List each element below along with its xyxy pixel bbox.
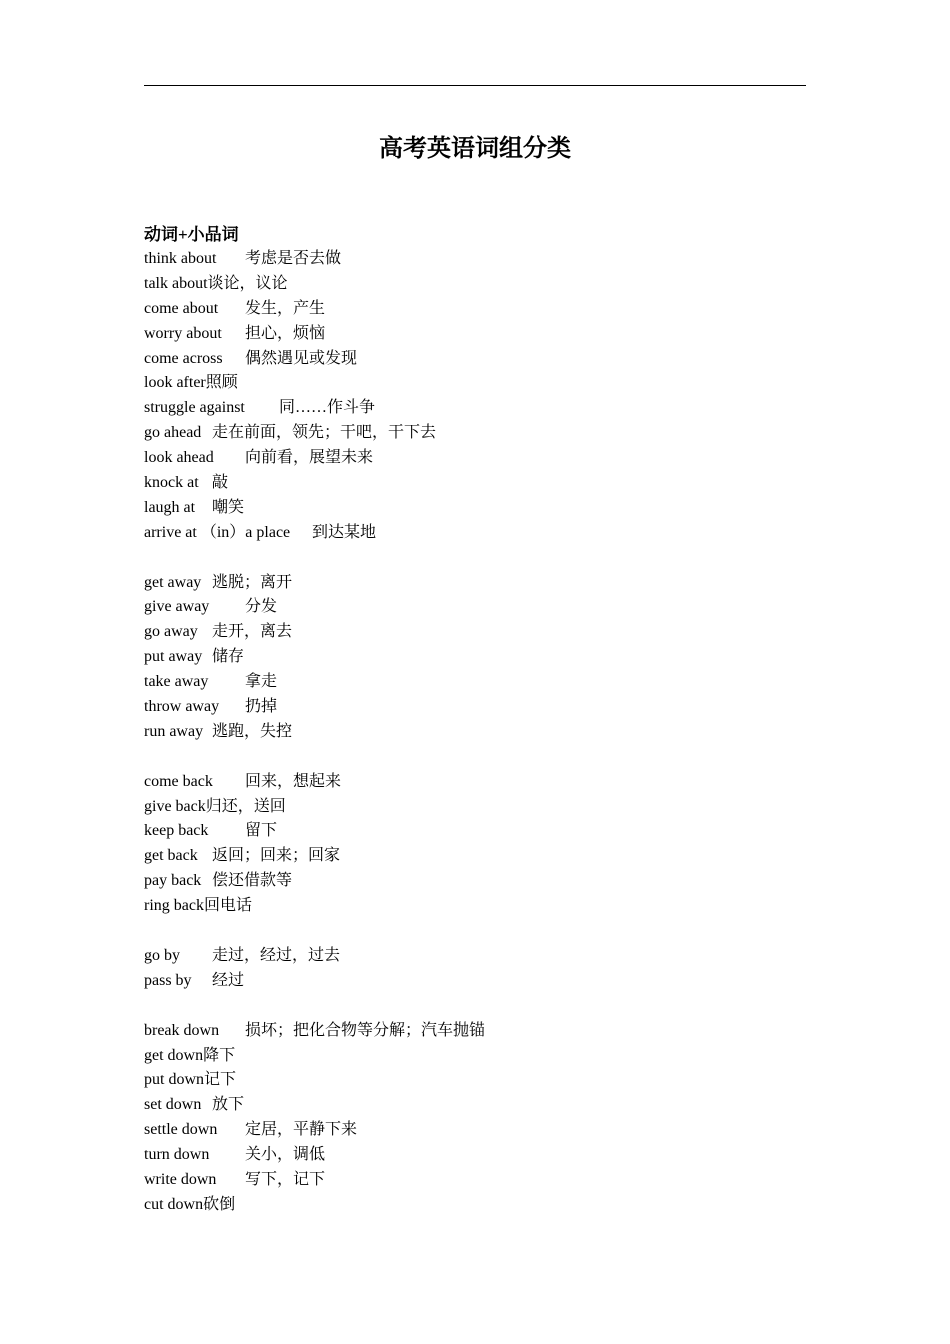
phrase-groups [144,247,806,1218]
phrase-meaning: 分发 [245,598,278,616]
phrase-entry [144,969,806,994]
phrase-text: talk about [144,274,208,292]
phrase-text: run away [144,722,204,740]
phrase-meaning: 定居，平静下来 [245,1121,358,1139]
phrase-meaning: 降下 [203,1046,236,1064]
phrase-text: arrive at （in）a place [144,523,291,541]
phrase-text: give away [144,598,210,616]
phrase-text: keep back [144,822,209,840]
phrase-text: cut down [144,1195,204,1213]
document-title: 高考英语词组分类 [379,136,571,162]
phrase-text: come back [144,772,213,790]
phrase-text: come across [144,349,223,367]
phrase-entry [144,819,806,844]
phrase-entry [144,347,806,372]
phrase-meaning: 走过，经过，过去 [212,946,341,964]
phrase-entry [144,620,806,645]
phrase-entry [144,844,806,869]
phrase-entry [144,1193,806,1218]
phrase-entry [144,297,806,322]
phrase-text: think about [144,250,217,267]
phrase-entry [144,1118,806,1143]
phrase-meaning: 写下，记下 [245,1170,326,1188]
phrase-entry [144,571,806,596]
phrase-text: worry about [144,324,222,342]
phrase-meaning: 砍倒 [203,1195,236,1213]
phrase-entry [144,272,806,297]
phrase-entry [144,1143,806,1168]
phrase-meaning: 逃跑，失控 [212,722,293,740]
phrase-meaning: 考虑是否去做 [245,250,342,267]
phrase-meaning: 嘲笑 [212,498,245,516]
phrase-entry [144,645,806,670]
phrase-text: write down [144,1170,217,1188]
phrase-meaning: 扔掉 [245,698,278,716]
phrase-text: get away [144,573,202,591]
phrase-text: get back [144,847,198,865]
phrase-entry [144,1019,806,1044]
phrase-meaning: 担心，烦恼 [245,324,326,342]
phrase-text: throw away [144,698,220,716]
phrase-text: laugh at [144,498,196,516]
phrase-entry [144,894,806,919]
phrase-text: get down [144,1046,204,1064]
phrase-meaning: 同……作斗争 [279,399,376,417]
header-rule [144,85,806,86]
phrase-meaning: 放下 [212,1096,245,1114]
phrase-entry [144,1168,806,1193]
phrase-text: look after [144,374,206,392]
phrase-meaning: 回电话 [203,897,252,915]
phrase-entry [144,595,806,620]
phrase-text: come about [144,299,219,317]
phrase-text: set down [144,1096,202,1114]
phrase-meaning: 偶然遇见或发现 [245,349,358,367]
phrase-meaning: 照顾 [205,374,238,392]
phrase-text: pay back [144,872,202,890]
phrase-meaning: 逃脱；离开 [212,573,293,591]
phrase-entry [144,446,806,471]
phrase-meaning: 到达某地 [312,523,377,541]
phrase-entry [144,1044,806,1069]
phrase-meaning: 偿还借款等 [212,872,293,890]
phrase-text: struggle against [144,399,245,417]
phrase-meaning: 留下 [245,822,278,840]
phrase-entry [144,795,806,820]
phrase-entry [144,247,806,272]
phrase-meaning: 归还，送回 [205,797,286,815]
phrase-entry [144,670,806,695]
phrase-entry [144,720,806,745]
phrase-text: give back [144,797,206,815]
phrase-text: put away [144,648,203,666]
phrase-group [144,770,806,919]
phrase-meaning: 拿走 [245,673,278,691]
phrase-text: go by [144,946,180,964]
phrase-text: go away [144,623,198,641]
phrase-meaning: 走开，离去 [212,623,293,641]
document-body [144,222,806,1218]
phrase-entry [144,322,806,347]
phrase-meaning: 走在前面，领先；干吧，干下去 [212,424,437,442]
phrase-meaning: 发生，产生 [245,299,326,317]
phrase-entry [144,1093,806,1118]
phrase-entry [144,521,806,546]
phrase-text: put down [144,1071,204,1089]
phrase-entry [144,496,806,521]
phrase-text: ring back [144,897,204,915]
phrase-entry [144,471,806,496]
phrase-text: pass by [144,971,192,989]
phrase-text: look ahead [144,449,214,467]
phrase-meaning: 经过 [212,971,245,989]
phrase-entry [144,421,806,446]
phrase-entry [144,695,806,720]
phrase-text: go ahead [144,424,202,442]
phrase-group [144,571,806,745]
section-heading: 动词+小品词 [144,225,239,244]
phrase-meaning: 向前看，展望未来 [245,449,374,467]
phrase-meaning: 返回；回来；回家 [212,847,341,865]
phrase-meaning: 储存 [212,648,245,666]
phrase-entry [144,371,806,396]
phrase-group [144,944,806,994]
phrase-meaning: 谈论，议论 [207,274,288,292]
phrase-text: turn down [144,1146,210,1164]
phrase-entry [144,770,806,795]
phrase-entry [144,869,806,894]
phrase-text: take away [144,673,209,691]
phrase-text: knock at [144,474,199,492]
phrase-meaning: 关小，调低 [245,1146,326,1164]
phrase-meaning: 回来，想起来 [245,772,342,790]
phrase-text: break down [144,1021,220,1039]
phrase-entry [144,396,806,421]
phrase-meaning: 损坏；把化合物等分解；汽车抛锚 [245,1021,486,1039]
phrase-entry [144,1068,806,1093]
phrase-entry [144,944,806,969]
phrase-meaning: 记下 [204,1071,237,1089]
phrase-group [144,1019,806,1218]
phrase-meaning: 敲 [212,474,229,492]
phrase-text: settle down [144,1121,218,1139]
phrase-group [144,247,806,546]
